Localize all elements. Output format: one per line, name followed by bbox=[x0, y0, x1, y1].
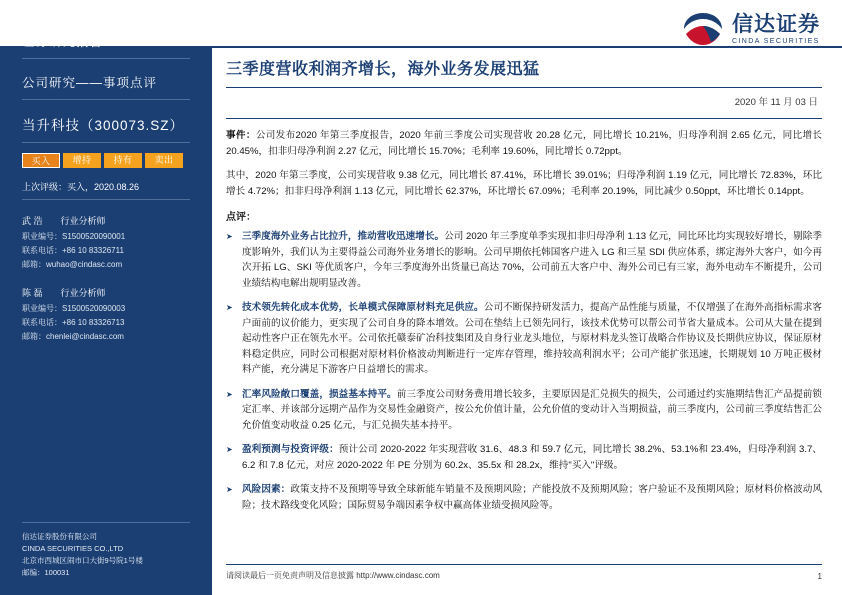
analyst-license-2: 职业编号：S1500520090003 bbox=[22, 304, 126, 313]
event-label: 事件： bbox=[226, 130, 256, 141]
analyst-phone-1: 联系电话：+86 10 83326711 bbox=[22, 246, 124, 255]
event-paragraph-2: 其中，2020 年第三季度，公司实现营收 9.38 亿元，同比增长 87.41%，环比增长 39.01%；归母净利润 1.19 亿元，同比增长 72.83%，环比增长 4.72%；扣非归母净利润 1.13 亿元，同比增长 62.37%，环比增长 67.09%；毛利率 20.19%，同比减少 0.50ppt，环比增长 0.14ppt。 bbox=[226, 170, 822, 197]
cinda-logo-icon bbox=[682, 12, 724, 46]
company-label: 当升科技（300073.SZ） bbox=[22, 100, 190, 143]
firm-address: 北京市西城区闹市口大街9号院1号楼 bbox=[22, 556, 143, 565]
brand-name-cn: 信达证券 bbox=[732, 12, 820, 36]
bullet-lead-1: 三季度海外业务占比拉升，推动营收迅速增长。 bbox=[242, 231, 445, 242]
page-footer bbox=[226, 570, 822, 581]
bullet-text-3: 前三季度公司财务费用增长较多，主要原因是汇兑损失的损失，公司通过约实施期结售汇产品提前锁定汇率、并该部分远期产品作为交易性金融资产，按公允价值计量，公允价值的变动计入当期损益，前三季度内，公司前三季度结售汇公允价值变动收益 0.25 亿元，与汇兑损失基本持平。 bbox=[242, 388, 822, 431]
rating-button-overweight[interactable]: 增持 bbox=[63, 153, 101, 168]
bullet-text-1: 公司 2020 年三季度单季实现扣非归母净利 1.13 亿元，同比环比均实现较好增长，剔除季度影响外，我们认为主要得益公司海外业务增长的影响。公司早期依托韩国客户进入 LG 和三星 SDI 供应体系，绑定海外大客户，如今再次开拓 LG、SKI 等优质客户，今年三季度海外出货量已高达 70%，公司前五大客户中、海外公司已有三家，海外电动车不断提升，公司业绩结构电解出规明显改善。 bbox=[242, 231, 822, 289]
sidebar bbox=[0, 0, 212, 595]
date-divider bbox=[226, 118, 822, 119]
event-text: 公司发布2020 年第三季度报告，2020 年前三季度公司实现营收 20.28 亿元，同比增长 10.21%，归母净利润 2.65 亿元，同比增长 20.45%，扣非归母净利润 2.27 亿元，同比增长 15.70%；毛利率 19.60%，同比增长 0.72ppt。 bbox=[226, 130, 823, 157]
page-title: 三季度营收利润齐增长，海外业务发展迅猛 bbox=[226, 61, 540, 78]
bullet-lead-3: 汇率风险敞口覆盖，损益基本持平。 bbox=[242, 388, 397, 400]
bullet-text-4: 预计公司 2020-2022 年实现营收 31.6、48.3 和 59.7 亿元，同比增长 38.2%、53.1%和 23.4%，归母净利润 3.7、6.2 和 7.8 亿元，对应 2020-2022 年 PE 分别为 60.2x、35.5x 和 28.2x，维持"买入"评级。 bbox=[242, 444, 822, 471]
main-content bbox=[226, 52, 822, 522]
bullet-lead-2: 技术领先转化成本优势，长单模式保障原材料充足供应。 bbox=[242, 302, 484, 313]
comment-bullet-list bbox=[226, 229, 822, 513]
firm-postcode: 邮编：100031 bbox=[22, 568, 70, 577]
rating-button-hold[interactable]: 持有 bbox=[104, 153, 142, 168]
sidebar-footer bbox=[0, 522, 212, 579]
list-item bbox=[226, 300, 822, 378]
list-item bbox=[226, 229, 822, 291]
footer-divider bbox=[226, 564, 822, 565]
bullet-lead-4: 盈利预测与投资评级： bbox=[242, 444, 339, 455]
analyst-email-2[interactable]: 邮箱：chenlei@cindasc.com bbox=[22, 332, 124, 341]
firm-name-en: CINDA SECURITIES CO.,LTD bbox=[22, 544, 124, 553]
brand-name-en: CINDA SECURITIES bbox=[732, 37, 820, 45]
sidebar-content bbox=[0, 18, 212, 344]
bullet-text-2: 公司不断保持研发活力，提高产品性能与质量，不仅增强了在海外高指标需求客户面前的议价能力，更实现了公司自身的降本增效。公司在垫结上已领先同行，该技术优势可以帮公司节省大量成本。公司从大量在提到起动性客户正在领先水平。公司依托赣泰矿冶科技集团及自身行业龙头地位，与原材料龙头签订战略合作协议及长期供应协议，保证原材料稳定供应，同时公司根据对原材料价格波动判断进行一定库存管理，维持较高利润水平；公司产能扩张迅速，长期规划 10 万吨正极材料产能，充分满足下游客户日益增长的需求。 bbox=[242, 302, 823, 375]
bullet-text-5: 政策支持不及预期等导致全球新能车销量不及预期风险；产能投放不及预期风险；客户验证不及预期风险；原材料价格波动风险；技术路线变化风险；国际贸易争端因素争权中赢高体业绩受损风险等。 bbox=[242, 484, 823, 511]
analyst-phone-2: 联系电话：+86 10 83326713 bbox=[22, 318, 125, 327]
analyst-block-2 bbox=[22, 286, 190, 344]
analyst-block-1 bbox=[22, 214, 190, 272]
analyst-email-1[interactable]: 邮箱：wuhao@cindasc.com bbox=[22, 260, 123, 269]
analyst-name-1: 武 浩 bbox=[22, 216, 43, 226]
rating-buttons bbox=[22, 153, 190, 168]
analyst-name-2: 陈 磊 bbox=[22, 288, 43, 298]
title-divider bbox=[226, 87, 822, 88]
list-item bbox=[226, 442, 822, 473]
event-paragraph bbox=[226, 128, 822, 159]
sidebar-footer-divider bbox=[22, 522, 190, 523]
list-item bbox=[226, 482, 822, 513]
comment-label: 点评： bbox=[226, 212, 256, 223]
previous-rating: 上次评级：买入，2020.08.26 bbox=[22, 180, 190, 200]
research-type-label: 公司研究——事项点评 bbox=[22, 59, 190, 100]
rating-button-sell[interactable]: 卖出 bbox=[145, 153, 183, 168]
firm-name-cn: 信达证券股份有限公司 bbox=[22, 532, 97, 541]
analyst-title-1: 行业分析师 bbox=[60, 216, 106, 226]
analyst-license-1: 职业编号：S1500520090001 bbox=[22, 232, 126, 241]
sidebar-top-spacer bbox=[0, 0, 212, 46]
page-number: 1 bbox=[817, 572, 822, 581]
footer-disclaimer[interactable]: 请阅读最后一页免责声明及信息披露 http://www.cindasc.com bbox=[226, 571, 440, 580]
brand-logo bbox=[682, 12, 820, 46]
rating-button-buy[interactable]: 买入 bbox=[22, 153, 60, 168]
report-date: 2020 年 11 月 03 日 bbox=[734, 97, 818, 108]
brand-text bbox=[732, 14, 820, 45]
list-item bbox=[226, 387, 822, 434]
header-divider bbox=[212, 46, 842, 48]
analyst-title-2: 行业分析师 bbox=[60, 288, 106, 298]
bullet-lead-5: 风险因素： bbox=[242, 484, 291, 495]
